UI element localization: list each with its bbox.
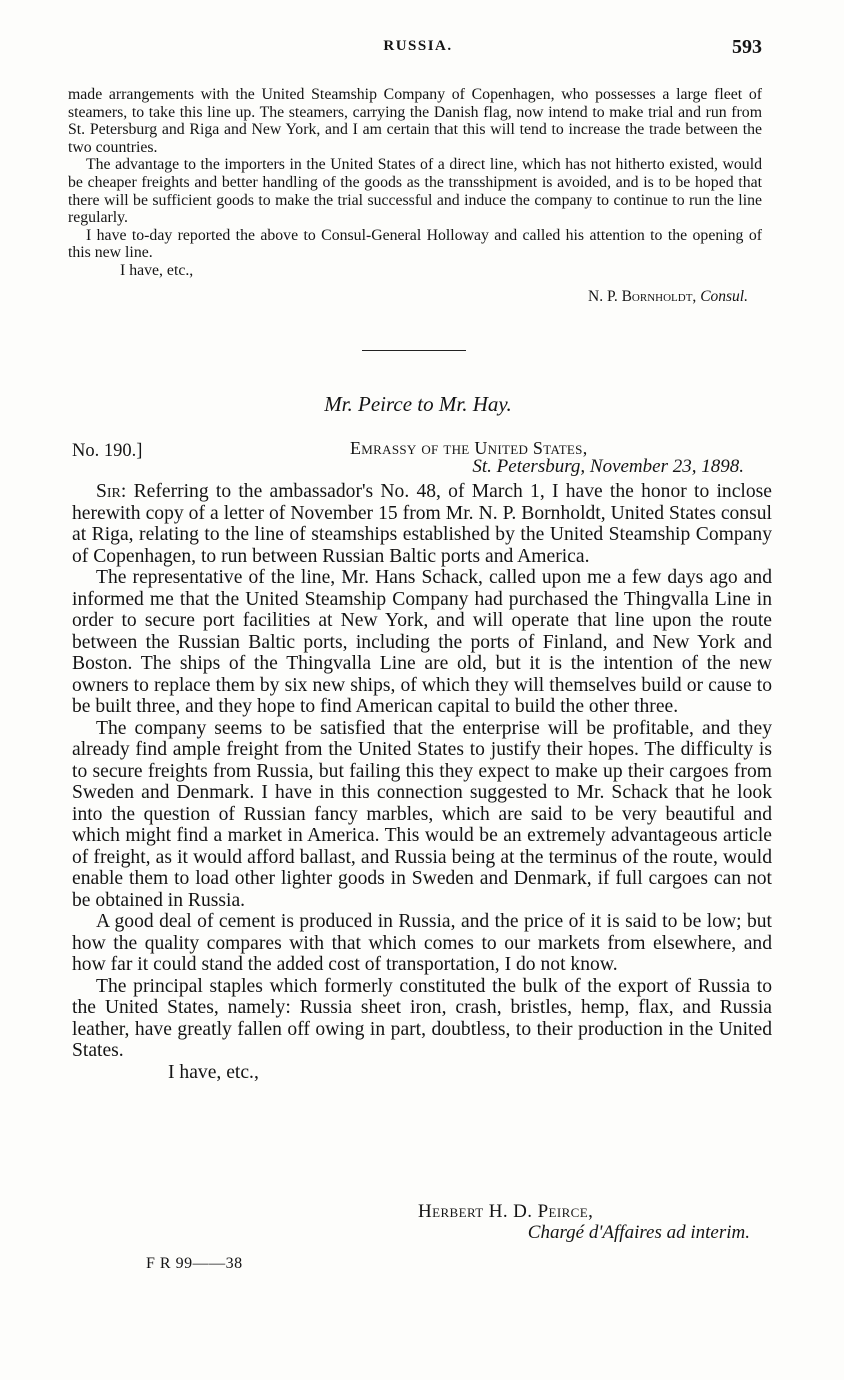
letter-body: [72, 481, 772, 1083]
embassy-heading: Emrassy of the United States,: [350, 438, 588, 458]
letter-paragraph: The representative of the line, Mr. Hans Schack, called upon me a few days ago and informed me that the United Steamship Company had purchased the Thingvalla Line in order to secure port facilities at New York, and will operate that line upon the route between the Russian Baltic ports, including the ports of Finland, and New York and Boston. The ships of the Thingvalla Line are old, but it is the intention of the new owners to replace them by six new ships, of which they will themselves build or cause to be built three, and they hope to find American capital to build the other three.: [72, 567, 772, 717]
letter-title: Mr. Peirce to Mr. Hay.: [324, 392, 512, 416]
enclosure-closing: I have, etc.,: [120, 261, 194, 279]
page-number: 593: [732, 36, 762, 58]
letter-paragraph: A good deal of cement is produced in Russia, and the price of it is said to be low; but how the quality compares with that which comes to our markets from elsewhere, and how far it could stand the added cost of transportation, I do not know.: [72, 911, 772, 975]
running-title: RUSSIA.: [383, 38, 453, 54]
signer-title: Chargé d'Affaires ad interim.: [527, 1222, 750, 1243]
enclosure-paragraph: I have to-day reported the above to Consul-General Holloway and called his attention to the opening of this new line.: [68, 226, 762, 262]
letter-paragraph: The principal staples which formerly constituted the bulk of the export of Russia to the United States, namely: Russia sheet iron, crash, bristles, hemp, flax, and Russia leather, have greatly fallen off owing in part, doubtless, to their production in the United States.: [72, 975, 772, 1061]
letter-paragraph: Sir: Referring to the ambassador's No. 48, of March 1, I have the honor to inclose herewith copy of a letter of November 15 from Mr. N. P. Bornholdt, United States consul at Riga, relating to the line of steamships established by the United Steamship Company of Copenhagen, to run between Russian Baltic ports and America.: [72, 481, 772, 567]
consul-title: Consul.: [700, 287, 748, 305]
letter-paragraph: The company seems to be satisfied that the enterprise will be profitable, and they already find ample freight from the United States to justify their hopes. The difficulty is to secure freights from Russia, but failing this they expect to make up their cargoes from Sweden and Denmark. I have in this connection suggested to Mr. Schack that he look into the question of Russian fancy marbles, which are said to be very beautiful and which might find a market in America. This would be an extremely advantageous article of freight, as it would afford ballast, and Russia being at the terminus of the route, would enable them to load other lighter goods in Sweden and Denmark, if full cargoes can not be obtained in Russia.: [72, 717, 772, 911]
letter-number: No. 190.]: [72, 441, 143, 461]
consul-name: N. P. Bornholdt,: [588, 287, 697, 305]
place-date: St. Petersburg, November 23, 1898.: [472, 456, 744, 477]
running-header: [68, 36, 768, 62]
enclosure-paragraph: The advantage to the importers in the United States of a direct line, which has not hitherto existed, would be cheaper freights and better handling of the goods as the transshipment is avoided, and is to be hoped that there will be sufficient goods to make the trial successful and induce the company to continue to run the line regularly.: [68, 156, 762, 227]
enclosure-paragraph: made arrangements with the United Steamship Company of Copenhagen, who possesses a large fleet of steamers, to take this line up. The steamers, carrying the Danish flag, now intend to make trial and run from St. Petersburg and Riga and New York, and I am certain that this will tend to increase the trade between the two countries.: [68, 86, 762, 156]
section-divider: [362, 350, 466, 351]
signer-name: Herbert H. D. Peirce,: [418, 1201, 594, 1222]
printer-signature-mark: F R 99——38: [146, 1255, 243, 1272]
salutation: Sir:: [96, 481, 127, 502]
enclosed-consul-letter: [68, 86, 762, 305]
letter-closing: I have, etc.,: [168, 1061, 259, 1083]
enclosure-signature: [68, 288, 748, 306]
